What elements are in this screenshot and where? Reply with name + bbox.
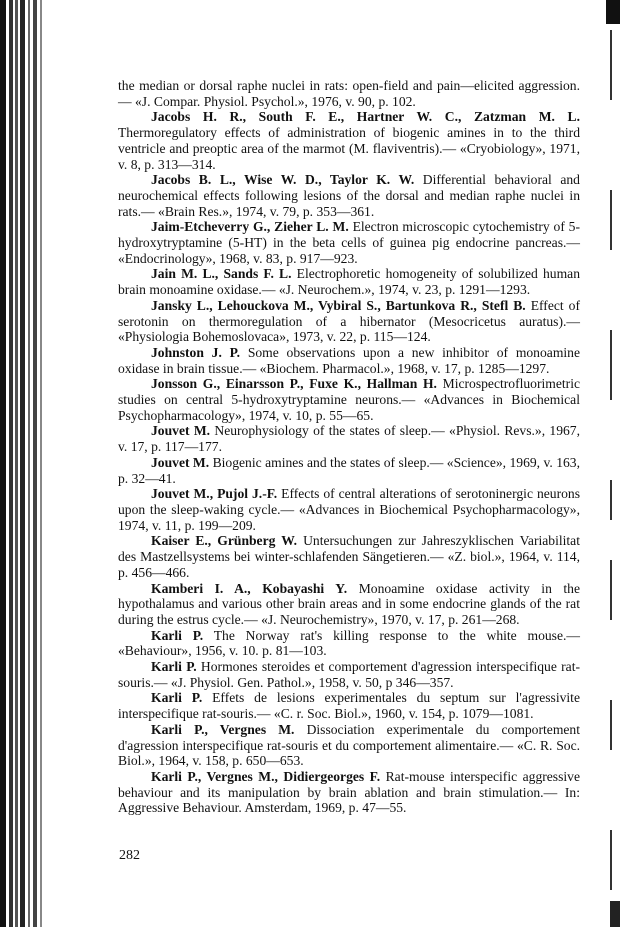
entry-authors: Jonsson G., Einarsson P., Fuxe K., Hallman H. bbox=[151, 376, 437, 392]
right-edge-mark bbox=[610, 30, 612, 100]
entry-authors: Jacobs H. R., South F. E., Hartner W. C., Zatzman M. L. bbox=[151, 109, 580, 125]
entry-authors: Jouvet M. bbox=[151, 454, 210, 470]
bibliography-entry bbox=[118, 769, 580, 816]
entry-authors: Karli P., Vergnes M., Didiergeorges F. bbox=[151, 768, 381, 784]
entry-authors: Jouvet M., Pujol J.-F. bbox=[151, 486, 278, 502]
bibliography-entry bbox=[118, 109, 580, 172]
entry-authors: Jain M. L., Sands F. L. bbox=[151, 266, 292, 282]
entry-text: the median or dorsal raphe nuclei in rats: open-field and pain—elicited aggression.— «J. Compar. Physiol. Psychol.», 1976, v. 90, p. 102. bbox=[118, 78, 580, 109]
bibliography-text bbox=[118, 78, 580, 816]
entry-text: Biogenic amines and the states of sleep.— «Science», 1969, v. 163, p. 32—41. bbox=[118, 454, 580, 486]
entry-authors: Karli P., Vergnes M. bbox=[151, 721, 295, 737]
entry-authors: Karli P. bbox=[151, 659, 197, 675]
bibliography-entry bbox=[118, 266, 580, 297]
bibliography-entry bbox=[118, 533, 580, 580]
right-edge-mark bbox=[610, 700, 612, 750]
bibliography-entry bbox=[118, 659, 580, 690]
entry-text: Differential behavioral and neurochemical effects following lesions of the dorsal and median raphe nuclei in rats.— «Brain Res.», 1974, v. 79, p. 353—361. bbox=[118, 172, 580, 219]
bibliography-entry bbox=[118, 376, 580, 423]
bibliography-entry bbox=[118, 690, 580, 721]
entry-authors: Jacobs B. L., Wise W. D., Taylor K. W. bbox=[151, 172, 415, 188]
bibliography-entry bbox=[118, 581, 580, 628]
entry-authors: Karli P. bbox=[151, 690, 203, 706]
bibliography-entry bbox=[118, 722, 580, 769]
entry-text: Electrophoretic homogeneity of solubilized human brain monoamine oxidase.— «J. Neurochem.», 1974, v. 23, p. 1291—1293. bbox=[118, 266, 580, 298]
bibliography-entry bbox=[118, 219, 580, 266]
bibliography-entry bbox=[118, 423, 580, 454]
right-edge-mark bbox=[610, 480, 612, 520]
entry-text: Some observations upon a new inhibitor of monoamine oxidase in brain tissue.— «Biochem. Pharmacol.», 1968, v. 17, p. 1285—1297. bbox=[118, 344, 580, 376]
entry-authors: Jaim-Etcheverry G., Zieher L. M. bbox=[151, 219, 349, 235]
entry-text: Neurophysiology of the states of sleep.— «Physiol. Revs.», 1967, v. 17, p. 117—177. bbox=[118, 423, 581, 455]
bibliography-entry bbox=[118, 172, 580, 219]
entry-authors: Johnston J. P. bbox=[151, 344, 241, 360]
page-number: 282 bbox=[119, 848, 140, 863]
bibliography-entry bbox=[118, 628, 580, 659]
right-edge-mark bbox=[610, 190, 612, 250]
entry-text: Effect of serotonin on thermoregulation of a hibernator (Mesocricetus auratus).— «Physiologia Bohemoslovaca», 1973, v. 22, p. 115—124. bbox=[118, 297, 580, 345]
bibliography-entry bbox=[118, 345, 580, 376]
bibliography-entry bbox=[118, 486, 580, 533]
corner-shadow-bottom bbox=[610, 901, 620, 927]
entry-authors: Karli P. bbox=[151, 627, 204, 643]
corner-shadow-top bbox=[606, 0, 620, 24]
entry-text: Electron microscopic cytochemistry of 5-hydroxytryptamine (5-HT) in the beta cells of guinea pig endocrine pancreas.— «Endocrinology», 1968, v. 83, p. 917—923. bbox=[118, 219, 580, 266]
entry-text: Microspectrofluorimetric studies on central 5-hydroxytryptamine neurons.— «Advances in Biochemical Psychopharmacology», 1974, v. 10, p. 55—65. bbox=[118, 376, 581, 423]
right-edge-mark bbox=[610, 330, 612, 400]
right-edge-mark bbox=[610, 560, 612, 620]
entry-text: Rat-mouse interspecific aggressive behaviour and its manipulation by brain ablation and brain stimulation.— In: Aggressive Behaviour. Amsterdam, 1969, p. 47—55. bbox=[118, 768, 580, 816]
entry-authors: Jouvet M. bbox=[151, 423, 211, 439]
entry-text: The Norway rat's killing response to the white mouse.— «Behaviour», 1956, v. 10. p. 81—103. bbox=[118, 627, 580, 659]
entry-text: Thermoregulatory effects of administration of biogenic amines in to the third ventricle and preoptic area of the marmot (M. flaviventris).— «Cryobiology», 1971, v. 8, p. 313—314. bbox=[118, 125, 580, 172]
bibliography-entry bbox=[118, 455, 580, 486]
entry-text: Untersuchungen zur Jahreszyklischen Variabilitat des Mastzellsystems bei winter-schlafenden Sängetieren.— «Z. biol.», 1964, v. 114, p. 456—466. bbox=[118, 533, 580, 580]
entry-authors: Kamberi I. A., Kobayashi Y. bbox=[151, 580, 348, 596]
bibliography-entry bbox=[118, 298, 580, 345]
binding-shadow bbox=[0, 0, 46, 927]
entry-text: Hormones steroides et comportement d'agression interspecifique rat-souris.— «J. Physiol. Gen. Pathol.», 1958, v. 50, p 346—357. bbox=[118, 659, 580, 690]
bibliography-entry bbox=[118, 78, 580, 109]
entry-text: Effects of central alterations of serotoninergic neurons upon the sleep-waking cycle.— «Advances in Biochemical Psychopharmacology», 1974, v. 11, p. 199—209. bbox=[118, 486, 580, 533]
entry-authors: Kaiser E., Grünberg W. bbox=[151, 533, 297, 549]
right-edge-mark bbox=[610, 830, 612, 890]
entry-text: Dissociation experimentale du comportement d'agression interspecifique rat-souris et du comportement alimentaire.— «C. R. Soc. Biol.», 1964, v. 158, p. 650—653. bbox=[118, 721, 580, 769]
entry-text: Monoamine oxidase activity in the hypothalamus and various other brain areas and in some endocrine glands of the rat during the estrus cycle.— «J. Neurochemistry», 1970, v. 17, p. 261—268. bbox=[118, 580, 580, 627]
entry-text: Effets de lesions experimentales du septum sur l'agressivite interspecifique rat-souris.— «C. r. Soc. Biol.», 1960, v. 154, p. 1079—1081. bbox=[118, 690, 580, 722]
entry-authors: Jansky L., Lehouckova M., Vybiral S., Bartunkova R., Stefl B. bbox=[151, 297, 526, 313]
